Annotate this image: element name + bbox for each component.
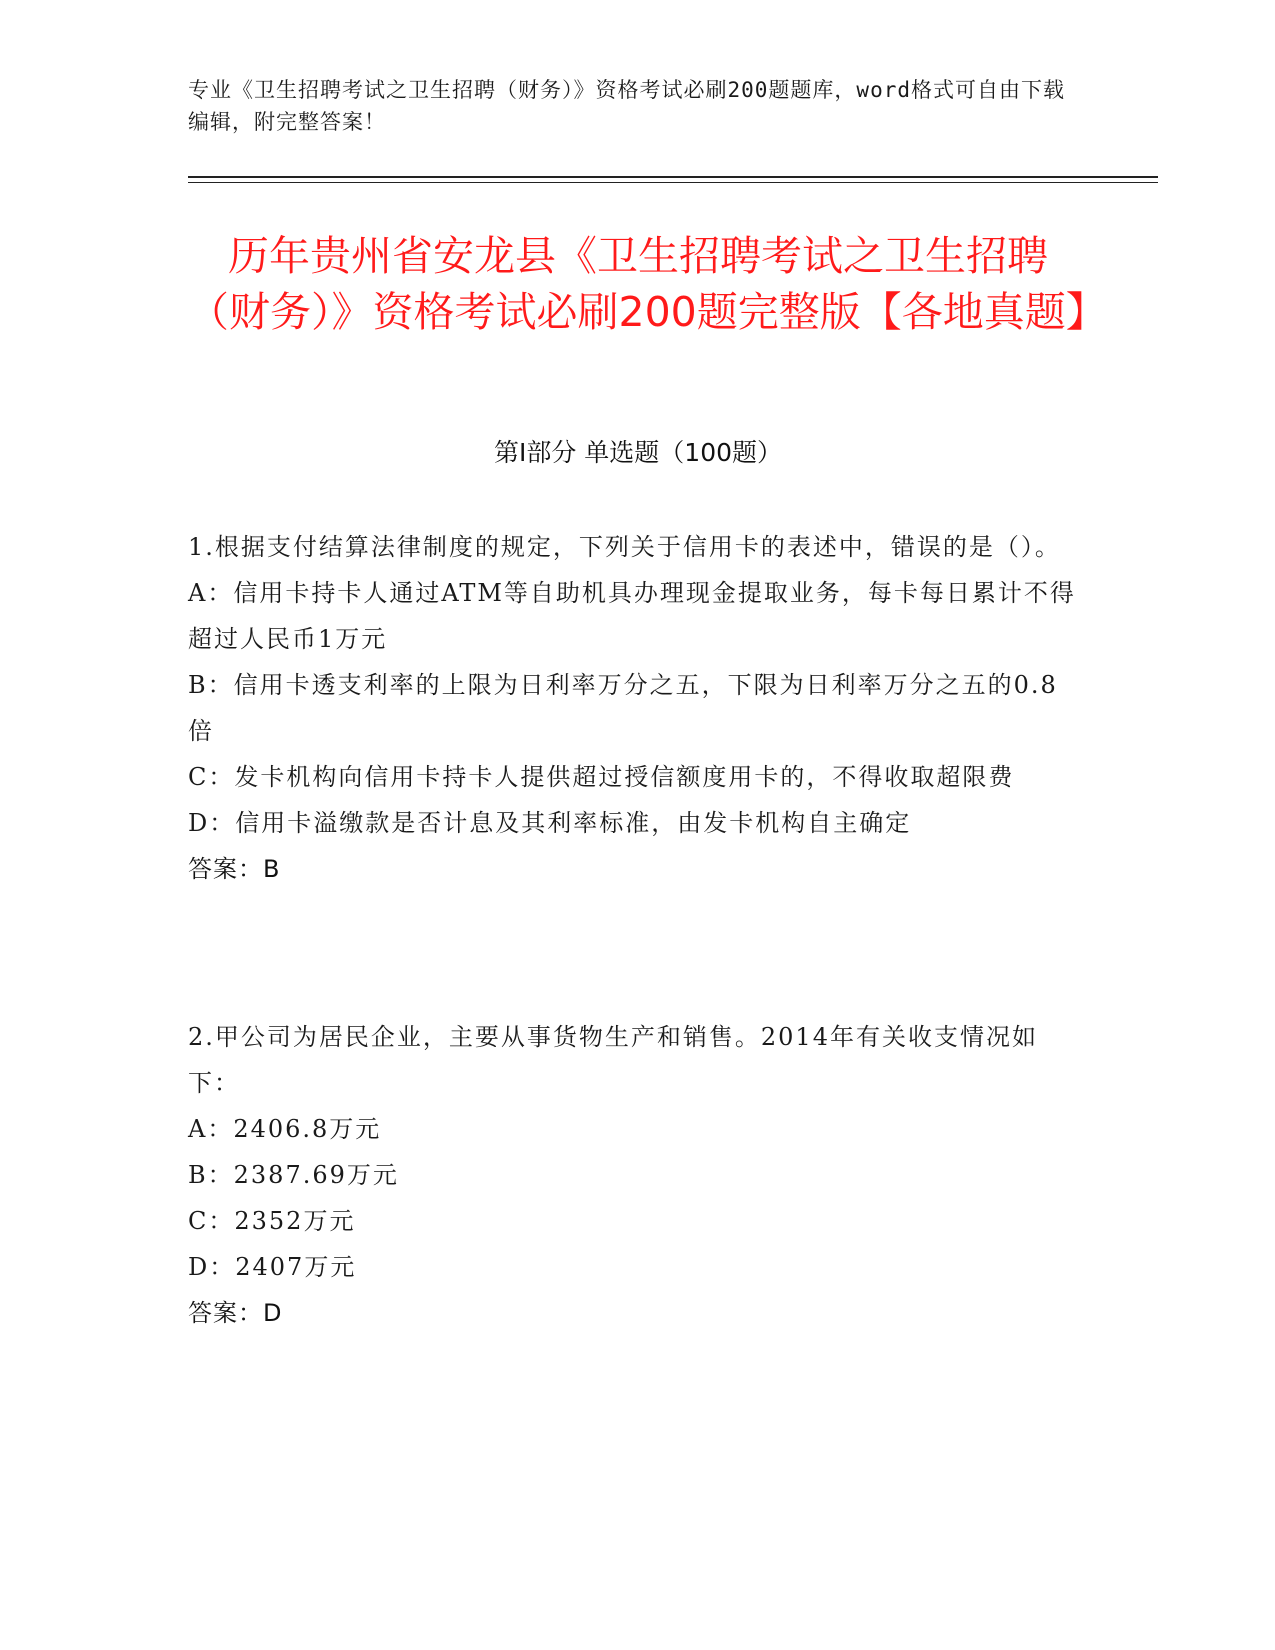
- option-c: C：发卡机构向信用卡持卡人提供超过授信额度用卡的，不得收取超限费: [188, 763, 1015, 791]
- option-a: A：信用卡持卡人通过ATM等自助机具办理现金提取业务，每卡每日累计不得超过人民币1万元: [188, 579, 1076, 653]
- option-c: C：2352万元: [188, 1207, 356, 1235]
- answer-line: 答案：D: [188, 1299, 283, 1327]
- option-d: D：信用卡溢缴款是否计息及其利率标准，由发卡机构自主确定: [188, 809, 912, 837]
- header-divider-thick: [188, 176, 1158, 178]
- option-b: B：2387.69万元: [188, 1161, 399, 1189]
- option-a: A：2406.8万元: [188, 1115, 382, 1143]
- header-note: 专业《卫生招聘考试之卫生招聘（财务）》资格考试必刷200题题库，word格式可自由下载编辑，附完整答案！: [188, 78, 1065, 134]
- document-title: 历年贵州省安龙县《卫生招聘考试之卫生招聘（财务）》资格考试必刷200题完整版【各地真题】: [188, 232, 1107, 336]
- question-block: [188, 1014, 1078, 1336]
- answer-line: 答案：B: [188, 855, 281, 883]
- header-divider-thin: [188, 182, 1158, 183]
- option-d: D：2407万元: [188, 1253, 357, 1281]
- question-stem: 1.根据支付结算法律制度的规定，下列关于信用卡的表述中，错误的是（）。: [188, 533, 1061, 561]
- option-b: B：信用卡透支利率的上限为日利率万分之五，下限为日利率万分之五的0.8倍: [188, 671, 1058, 745]
- question-stem: 2.甲公司为居民企业，主要从事货物生产和销售。2014年有关收支情况如下：: [188, 1023, 1038, 1097]
- question-block: [188, 524, 1078, 892]
- section-heading: 第I部分 单选题（100题）: [493, 438, 783, 467]
